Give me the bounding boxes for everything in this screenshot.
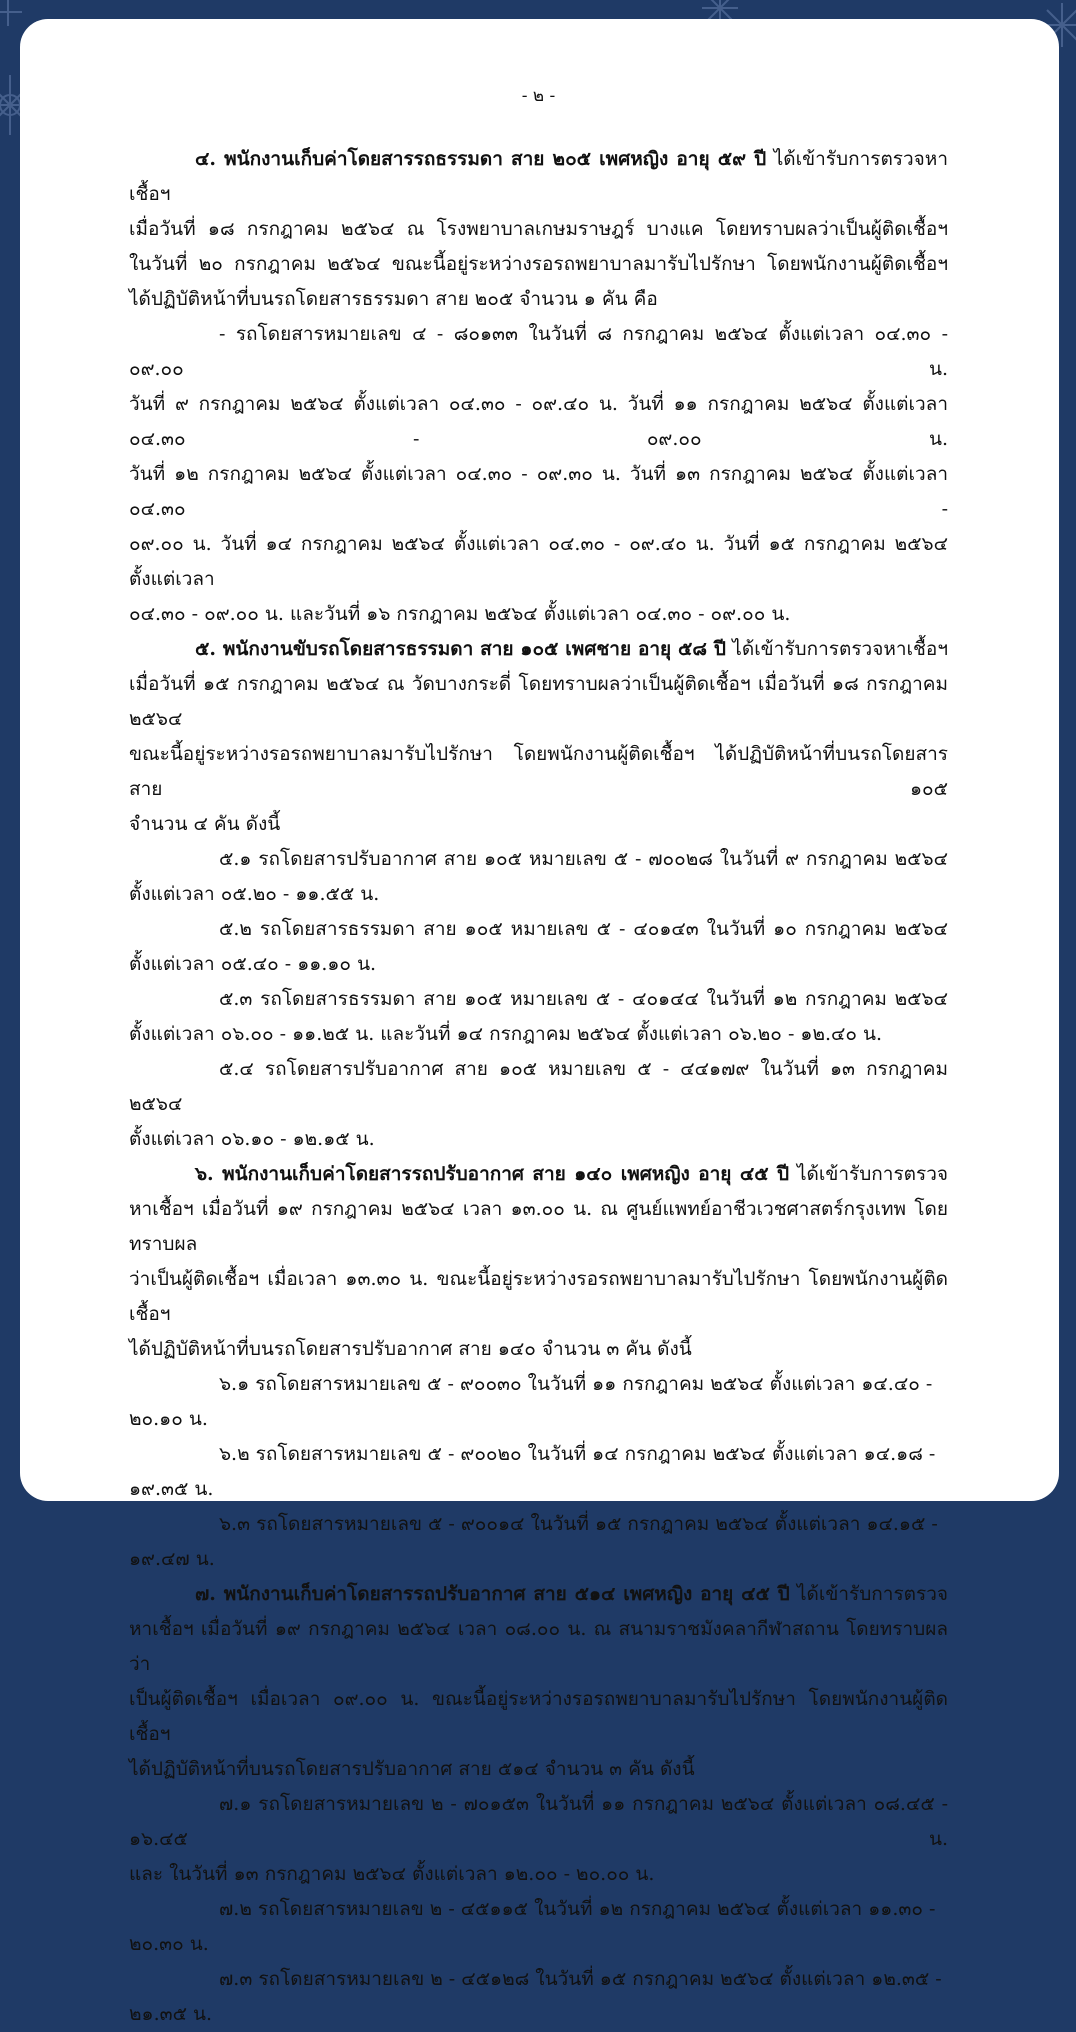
body-line: เมื่อวันที่ ๑๕ กรกฎาคม ๒๕๖๔ ณ วัดบางกระดี่ โดยทราบผลว่าเป็นผู้ติดเชื้อฯ เมื่อวันที่ ๑๘ กรกฎาคม ๒๕๖๔ [129, 673, 948, 730]
list-item: ๕.๔ รถโดยสารปรับอากาศ สาย ๑๐๕ หมายเลข ๕ - ๔๔๑๗๙ ในวันที่ ๑๓ กรกฎาคม ๒๕๖๔ [129, 1058, 948, 1115]
section [129, 142, 948, 632]
document-body [129, 79, 948, 2032]
list-item: ๕.๒ รถโดยสารธรรมดา สาย ๑๐๕ หมายเลข ๕ - ๔๐๑๔๓ ในวันที่ ๑๐ กรกฎาคม ๒๕๖๔ [219, 918, 948, 940]
section-heading-remainder: ได้เข้ารับการตรวจ [789, 1583, 948, 1605]
body-line: ในวันที่ ๒๐ กรกฎาคม ๒๕๖๔ ขณะนี้อยู่ระหว่างรอรถพยาบาลมารับไปรักษา โดยพนักงานผู้ติดเชื้อฯ [129, 253, 948, 275]
section-heading-line [129, 1577, 948, 1612]
section-heading: ๗. พนักงานเก็บค่าโดยสารรถปรับอากาศ สาย ๕๑๔ เพศหญิง อายุ ๔๕ ปี [195, 1583, 790, 1605]
section-heading: ๔. พนักงานเก็บค่าโดยสารรถธรรมดา สาย ๒๐๕ เพศหญิง อายุ ๕๙ ปี [195, 148, 767, 170]
body-line: ได้ปฏิบัติหน้าที่บนรถโดยสารธรรมดา สาย ๒๐๕ จำนวน ๑ คัน คือ [129, 288, 658, 310]
sections-container [129, 142, 948, 2032]
section [129, 1157, 948, 1577]
list-item: ๖.๓ รถโดยสารหมายเลข ๕ - ๙๐๐๑๔ ในวันที่ ๑๕ กรกฎาคม ๒๕๖๔ ตั้งแต่เวลา ๑๔.๑๕ - ๑๙.๔๗ น. [129, 1513, 938, 1570]
section-heading: ๕. พนักงานขับรถโดยสารธรรมดา สาย ๑๐๕ เพศชาย อายุ ๕๘ ปี [195, 638, 726, 660]
list-item-continuation: และ ในวันที่ ๑๓ กรกฎาคม ๒๕๖๔ ตั้งแต่เวลา ๑๒.๐๐ - ๒๐.๐๐ น. [129, 1863, 655, 1885]
section-heading-line [129, 142, 948, 212]
list-item: ๖.๒ รถโดยสารหมายเลข ๕ - ๙๐๐๒๐ ในวันที่ ๑๔ กรกฎาคม ๒๕๖๔ ตั้งแต่เวลา ๑๔.๑๘ - ๑๙.๓๕ น. [129, 1443, 936, 1500]
list-item: ๕.๓ รถโดยสารธรรมดา สาย ๑๐๕ หมายเลข ๕ - ๔๐๑๔๔ ในวันที่ ๑๒ กรกฎาคม ๒๕๖๔ [219, 988, 948, 1010]
section-heading-line [129, 632, 948, 667]
body-line: ว่าเป็นผู้ติดเชื้อฯ เมื่อเวลา ๑๓.๓๐ น. ขณะนี้อยู่ระหว่างรอรถพยาบาลมารับไปรักษา โดยพนักงานผู้ติดเชื้อฯ [129, 1268, 948, 1325]
list-item-continuation: วันที่ ๑๒ กรกฎาคม ๒๕๖๔ ตั้งแต่เวลา ๐๔.๓๐ - ๐๙.๓๐ น. วันที่ ๑๓ กรกฎาคม ๒๕๖๔ ตั้งแต่เวลา ๐๔.๓๐ - [129, 463, 949, 520]
body-line: หาเชื้อฯ เมื่อวันที่ ๑๙ กรกฎาคม ๒๕๖๔ เวลา ๐๘.๐๐ น. ณ สนามราชมังคลากีฬาสถาน โดยทราบผลว่า [129, 1618, 948, 1675]
list-item: ๗.๑ รถโดยสารหมายเลข ๒ - ๗๐๑๕๓ ในวันที่ ๑๑ กรกฎาคม ๒๕๖๔ ตั้งแต่เวลา ๐๘.๔๕ - ๑๖.๔๕ น. [129, 1793, 948, 1850]
section-heading-remainder: ได้เข้ารับการตรวจ [789, 1163, 948, 1185]
list-item-continuation: ตั้งแต่เวลา ๐๕.๒๐ - ๑๑.๕๕ น. [129, 883, 380, 905]
body-line: เป็นผู้ติดเชื้อฯ เมื่อเวลา ๐๙.๐๐ น. ขณะนี้อยู่ระหว่างรอรถพยาบาลมารับไปรักษา โดยพนักงานผู้ติดเชื้อฯ [129, 1688, 948, 1745]
list-item-continuation: วันที่ ๙ กรกฎาคม ๒๕๖๔ ตั้งแต่เวลา ๐๔.๓๐ - ๐๙.๔๐ น. วันที่ ๑๑ กรกฎาคม ๒๕๖๔ ตั้งแต่เวลา ๐๔.๓๐ - ๐๙.๐๐ น. [129, 393, 948, 450]
list-item: - รถโดยสารหมายเลข ๔ - ๘๐๑๓๓ ในวันที่ ๘ กรกฎาคม ๒๕๖๔ ตั้งแต่เวลา ๐๔.๓๐ - ๐๙.๐๐ น. [129, 323, 948, 380]
section [129, 1577, 948, 2032]
list-item: ๗.๒ รถโดยสารหมายเลข ๒ - ๔๕๑๑๕ ในวันที่ ๑๒ กรกฎาคม ๒๕๖๔ ตั้งแต่เวลา ๑๑.๓๐ - ๒๐.๓๐ น. [129, 1898, 936, 1955]
page-number: - ๒ - [521, 86, 556, 106]
body-line: หาเชื้อฯ เมื่อวันที่ ๑๙ กรกฎาคม ๒๕๖๔ เวลา ๑๓.๐๐ น. ณ ศูนย์แพทย์อาชีวเวชศาสตร์กรุงเทพ โดยทราบผล [129, 1198, 948, 1255]
list-item-continuation: ๐๔.๓๐ - ๐๙.๐๐ น. และวันที่ ๑๖ กรกฎาคม ๒๕๖๔ ตั้งแต่เวลา ๐๔.๓๐ - ๐๙.๐๐ น. [129, 603, 791, 625]
section [129, 632, 948, 1157]
section-heading-line [129, 1157, 948, 1192]
section-heading-remainder: ได้เข้ารับการตรวจหาเชื้อฯ [129, 148, 948, 205]
section-heading: ๖. พนักงานเก็บค่าโดยสารรถปรับอากาศ สาย ๑๔๐ เพศหญิง อายุ ๔๕ ปี [195, 1163, 790, 1185]
body-line: ได้ปฏิบัติหน้าที่บนรถโดยสารปรับอากาศ สาย ๑๔๐ จำนวน ๓ คัน ดังนี้ [129, 1338, 692, 1360]
body-line: เมื่อวันที่ ๑๘ กรกฎาคม ๒๕๖๔ ณ โรงพยาบาลเกษมราษฎร์ บางแค โดยทราบผลว่าเป็นผู้ติดเชื้อฯ [129, 218, 948, 240]
list-item: ๗.๓ รถโดยสารหมายเลข ๒ - ๔๕๑๒๘ ในวันที่ ๑๕ กรกฎาคม ๒๕๖๔ ตั้งแต่เวลา ๑๒.๓๕ - ๒๑.๓๕ น. [129, 1968, 942, 2025]
document-page [20, 19, 1059, 2025]
list-item-continuation: ตั้งแต่เวลา ๐๖.๑๐ - ๑๒.๑๕ น. [129, 1128, 375, 1150]
section-heading-remainder: ได้เข้ารับการตรวจหาเชื้อฯ [726, 638, 948, 660]
list-item: ๖.๑ รถโดยสารหมายเลข ๕ - ๙๐๐๓๐ ในวันที่ ๑๑ กรกฎาคม ๒๕๖๔ ตั้งแต่เวลา ๑๔.๔๐ - ๒๐.๑๐ น. [129, 1373, 933, 1430]
list-item-continuation: ตั้งแต่เวลา ๐๕.๔๐ - ๑๑.๑๐ น. [129, 953, 377, 975]
list-item-continuation: ตั้งแต่เวลา ๐๖.๐๐ - ๑๑.๒๕ น. และวันที่ ๑๔ กรกฎาคม ๒๕๖๔ ตั้งแต่เวลา ๐๖.๒๐ - ๑๒.๔๐ น. [129, 1023, 883, 1045]
list-item-continuation: ๐๙.๐๐ น. วันที่ ๑๔ กรกฎาคม ๒๕๖๔ ตั้งแต่เวลา ๐๔.๓๐ - ๐๙.๔๐ น. วันที่ ๑๕ กรกฎาคม ๒๕๖๔ ตั้งแต่เวลา [129, 533, 948, 590]
body-line: ได้ปฏิบัติหน้าที่บนรถโดยสารปรับอากาศ สาย ๕๑๔ จำนวน ๓ คัน ดังนี้ [129, 1758, 695, 1780]
body-line: จำนวน ๔ คัน ดังนี้ [129, 813, 281, 835]
list-item: ๕.๑ รถโดยสารปรับอากาศ สาย ๑๐๕ หมายเลข ๕ - ๗๐๐๒๘ ในวันที่ ๙ กรกฎาคม ๒๕๖๔ [219, 848, 948, 870]
body-line: ขณะนี้อยู่ระหว่างรอรถพยาบาลมารับไปรักษา โดยพนักงานผู้ติดเชื้อฯ ได้ปฏิบัติหน้าที่บนรถโดยสารสาย ๑๐๕ [129, 743, 948, 800]
